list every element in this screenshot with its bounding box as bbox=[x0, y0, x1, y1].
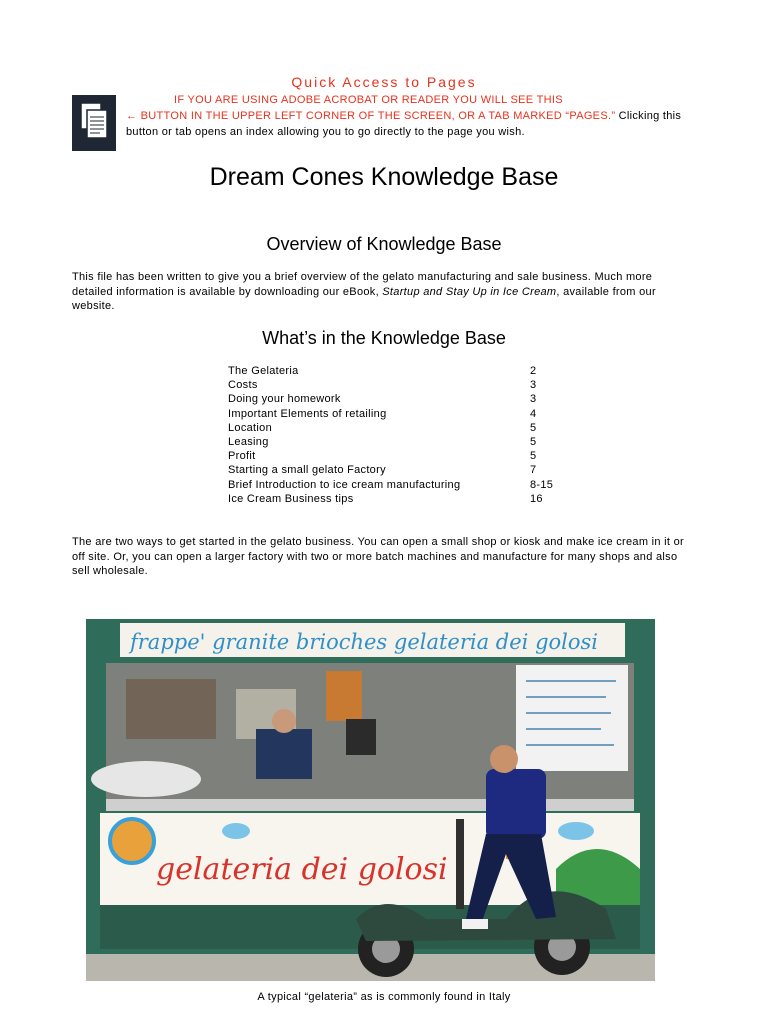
toc-row bbox=[228, 378, 568, 392]
overview-paragraph bbox=[72, 270, 692, 314]
toc-page: 5 bbox=[530, 435, 537, 448]
quick-access-line2-red: ← BUTTON IN THE UPPER LEFT CORNER OF THE SCREEN, OR A TAB MARKED “PAGES.” bbox=[126, 110, 616, 122]
overview-text-after: , available from our website. bbox=[72, 285, 656, 312]
toc-label: Important Elements of retailing bbox=[228, 407, 387, 420]
toc-page: 8-15 bbox=[530, 478, 554, 491]
toc-page: 3 bbox=[530, 393, 537, 406]
quick-access-line2-black: Clicking this bbox=[615, 110, 682, 122]
toc-label: Doing your homework bbox=[228, 393, 341, 406]
overview-text-before: This file has been written to give you a brief overview of the gelato manufacturing and sale business. Much more detailed information is available by downloading our eBook, bbox=[72, 271, 653, 298]
quick-access-title: Quick Access to Pages bbox=[291, 74, 477, 90]
intro-paragraph: The are two ways to get started in the gelato business. You can open a small shop or kiosk and make ice cream in it or off site. Or, you can open a larger factory with two or more batch machines and manufacture for many shops and also sell wholesale. bbox=[72, 536, 684, 577]
toc-label: Brief Introduction to ice cream manufacturing bbox=[228, 478, 461, 491]
toc-page: 5 bbox=[530, 421, 537, 434]
pages-icon bbox=[72, 95, 116, 151]
toc-page: 2 bbox=[530, 365, 537, 377]
quick-access-instructions bbox=[126, 92, 686, 140]
toc-label: Costs bbox=[228, 379, 258, 392]
toc-page: 7 bbox=[530, 464, 537, 477]
toc-page: 5 bbox=[530, 450, 537, 463]
toc-row bbox=[228, 392, 568, 406]
photo-caption: A typical “gelateria” as is commonly found in Italy bbox=[257, 991, 511, 1003]
toc-label: Profit bbox=[228, 450, 256, 463]
toc-row bbox=[228, 463, 568, 477]
ebook-title: Startup and Stay Up in Ice Cream bbox=[382, 285, 557, 298]
contents-heading: What’s in the Knowledge Base bbox=[262, 328, 506, 348]
overview-heading: Overview of Knowledge Base bbox=[266, 234, 502, 254]
toc-label: Ice Cream Business tips bbox=[228, 492, 354, 505]
toc-label: The Gelateria bbox=[228, 365, 299, 377]
quick-access-line1: IF YOU ARE USING ADOBE ACROBAT OR READER YOU WILL SEE THIS bbox=[174, 94, 563, 106]
toc-label: Starting a small gelato Factory bbox=[228, 464, 386, 477]
gelateria-photo bbox=[86, 619, 655, 981]
toc-page: 4 bbox=[530, 407, 537, 420]
toc-row bbox=[228, 449, 568, 463]
quick-access-line3: button or tab opens an index allowing you to go directly to the page you wish. bbox=[126, 126, 525, 138]
toc-page: 16 bbox=[530, 492, 543, 505]
toc-row bbox=[228, 421, 568, 435]
toc-row bbox=[228, 435, 568, 449]
toc-row bbox=[228, 478, 568, 492]
photo-sign-top: frappe' granite brioches gelateria dei golosi bbox=[130, 630, 599, 654]
toc-label: Leasing bbox=[228, 435, 269, 448]
toc-row bbox=[228, 364, 568, 378]
toc-page: 3 bbox=[530, 379, 537, 392]
photo-sign-bottom: gelateria dei golosi bbox=[156, 852, 448, 887]
toc-label: Location bbox=[228, 421, 272, 434]
toc-row bbox=[228, 492, 568, 506]
toc-row bbox=[228, 407, 568, 421]
document-title: Dream Cones Knowledge Base bbox=[209, 163, 559, 191]
table-of-contents bbox=[228, 364, 568, 506]
